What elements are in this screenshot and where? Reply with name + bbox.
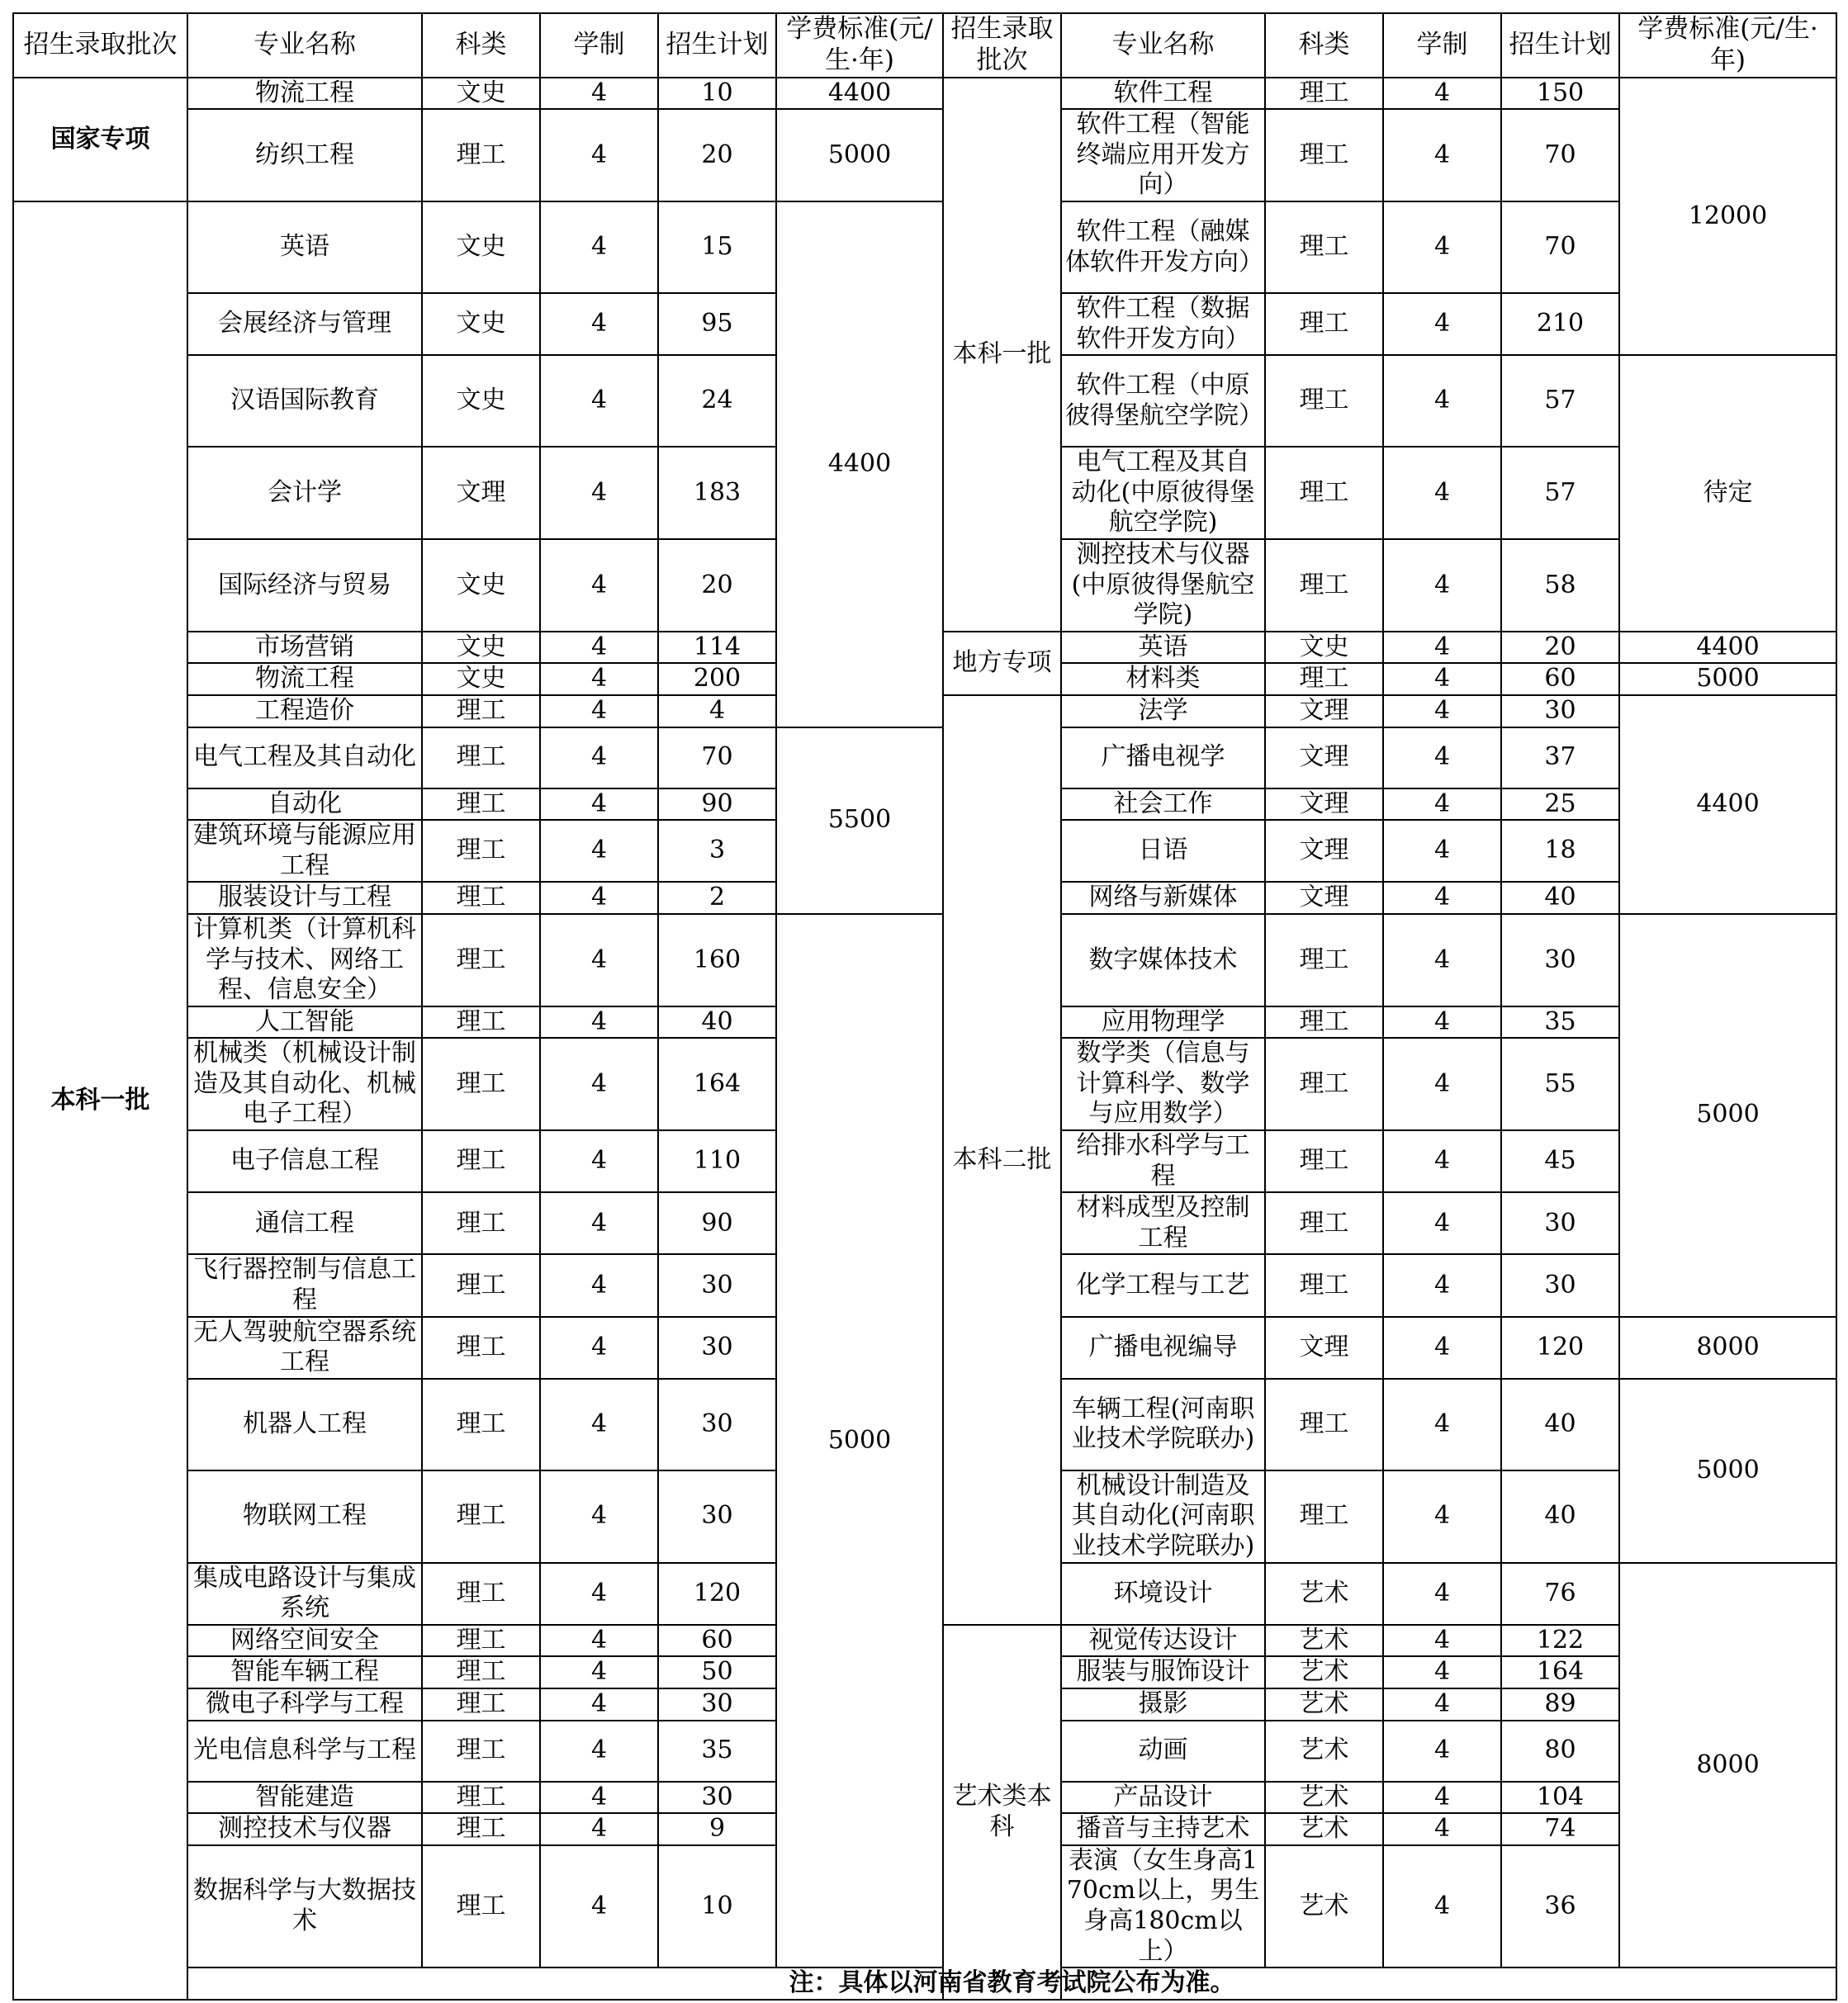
years-cell: 4 [540,632,658,664]
category-cell: 理工 [1265,1379,1383,1470]
years-cell: 4 [540,1130,658,1192]
plan-count-cell: 60 [1501,663,1619,695]
category-cell: 理工 [422,1813,540,1845]
category-cell: 文史 [422,201,540,293]
years-cell: 4 [1383,1379,1501,1470]
major-name-cell: 软件工程（融媒体软件开发方向） [1061,201,1265,293]
category-cell: 理工 [1265,78,1383,110]
plan-count-cell: 183 [658,447,776,539]
category-cell: 文理 [1265,1317,1383,1379]
major-name-cell: 通信工程 [187,1192,422,1254]
years-cell: 4 [540,293,658,355]
note-row [13,1967,1836,2000]
plan-count-cell: 30 [658,1254,776,1316]
category-cell: 理工 [1265,1130,1383,1192]
years-cell: 4 [540,1688,658,1721]
plan-count-cell: 89 [1501,1688,1619,1721]
major-name-cell: 播音与主持艺术 [1061,1813,1265,1845]
years-cell: 4 [540,201,658,293]
plan-count-cell: 57 [1501,355,1619,447]
category-cell: 理工 [422,1379,540,1470]
years-cell: 4 [1383,727,1501,788]
batch-cell: 地方专项 [943,632,1061,695]
plan-count-cell: 3 [658,820,776,882]
major-name-cell: 会展经济与管理 [187,293,422,355]
category-cell: 理工 [422,914,540,1006]
years-cell: 4 [540,1845,658,1967]
major-name-cell: 测控技术与仪器(中原彼得堡航空学院) [1061,539,1265,632]
plan-count-cell: 20 [1501,632,1619,664]
years-cell: 4 [1383,788,1501,821]
plan-count-cell: 30 [658,1379,776,1470]
major-name-cell: 建筑环境与能源应用工程 [187,820,422,882]
plan-count-cell: 210 [1501,293,1619,355]
category-cell: 理工 [422,1130,540,1192]
plan-count-cell: 60 [658,1625,776,1657]
category-cell: 文理 [1265,727,1383,788]
major-name-cell: 计算机类（计算机科学与技术、网络工程、信息安全） [187,914,422,1006]
years-cell: 4 [1383,201,1501,293]
years-cell: 4 [540,78,658,110]
category-cell: 理工 [1265,447,1383,539]
plan-count-cell: 90 [658,1192,776,1254]
plan-count-cell: 70 [1501,109,1619,201]
category-cell: 文史 [422,632,540,664]
batch-cell: 国家专项 [13,78,187,201]
plan-count-cell: 40 [1501,1470,1619,1563]
category-cell: 艺术 [1265,1721,1383,1782]
years-cell: 4 [540,1721,658,1782]
batch-cell: 本科二批 [943,695,1061,1625]
years-cell: 4 [540,788,658,821]
tuition-fee-cell: 4400 [1619,695,1836,914]
plan-count-cell: 95 [658,293,776,355]
tuition-fee-cell: 8000 [1619,1317,1836,1379]
plan-count-cell: 18 [1501,820,1619,882]
years-cell: 4 [540,355,658,447]
years-cell: 4 [1383,1656,1501,1688]
tuition-fee-cell: 4400 [776,78,943,110]
years-cell: 4 [1383,1317,1501,1379]
major-name-cell: 英语 [187,201,422,293]
plan-count-cell: 90 [658,788,776,821]
plan-count-cell: 80 [1501,1721,1619,1782]
years-cell: 4 [540,1038,658,1130]
years-cell: 4 [540,1782,658,1814]
years-cell: 4 [1383,1470,1501,1563]
major-name-cell: 智能建造 [187,1782,422,1814]
category-cell: 艺术 [1265,1813,1383,1845]
years-cell: 4 [540,447,658,539]
plan-count-cell: 30 [1501,695,1619,727]
category-cell: 理工 [1265,1254,1383,1316]
major-name-cell: 服装与服饰设计 [1061,1656,1265,1688]
years-cell: 4 [540,820,658,882]
major-name-cell: 会计学 [187,447,422,539]
major-name-cell: 数据科学与大数据技术 [187,1845,422,1967]
header-batch-right: 招生录取批次 [943,13,1061,78]
major-name-cell: 服装设计与工程 [187,882,422,914]
plan-count-cell: 114 [658,632,776,664]
major-name-cell: 无人驾驶航空器系统工程 [187,1317,422,1379]
category-cell: 艺术 [1265,1625,1383,1657]
plan-count-cell: 50 [658,1656,776,1688]
plan-count-cell: 164 [658,1038,776,1130]
category-cell: 理工 [1265,1192,1383,1254]
table-body [13,13,1836,2000]
plan-count-cell: 40 [1501,1379,1619,1470]
major-name-cell: 产品设计 [1061,1782,1265,1814]
years-cell: 4 [540,1317,658,1379]
years-cell: 4 [1383,1625,1501,1657]
years-cell: 4 [1383,1038,1501,1130]
category-cell: 理工 [1265,1470,1383,1563]
major-name-cell: 物流工程 [187,78,422,110]
table-row [13,78,1836,110]
batch-cell: 本科一批 [13,201,187,2000]
major-name-cell: 电气工程及其自动化(中原彼得堡航空学院) [1061,447,1265,539]
years-cell: 4 [540,1656,658,1688]
major-name-cell: 网络与新媒体 [1061,882,1265,914]
plan-count-cell: 200 [658,663,776,695]
plan-count-cell: 74 [1501,1813,1619,1845]
years-cell: 4 [1383,1845,1501,1967]
header-category-left: 科类 [422,13,540,78]
major-name-cell: 应用物理学 [1061,1006,1265,1039]
plan-count-cell: 122 [1501,1625,1619,1657]
years-cell: 4 [1383,695,1501,727]
major-name-cell: 网络空间安全 [187,1625,422,1657]
years-cell: 4 [1383,1006,1501,1039]
plan-count-cell: 35 [1501,1006,1619,1039]
years-cell: 4 [1383,663,1501,695]
plan-count-cell: 70 [1501,201,1619,293]
plan-count-cell: 9 [658,1813,776,1845]
major-name-cell: 数字媒体技术 [1061,914,1265,1006]
years-cell: 4 [540,727,658,788]
major-name-cell: 软件工程（数据软件开发方向） [1061,293,1265,355]
header-years-left: 学制 [540,13,658,78]
category-cell: 理工 [1265,1006,1383,1039]
plan-count-cell: 15 [658,201,776,293]
header-fee-right: 学费标准(元/生·年) [1619,13,1836,78]
tuition-fee-cell: 5000 [1619,663,1836,695]
plan-count-cell: 30 [1501,1254,1619,1316]
major-name-cell: 广播电视编导 [1061,1317,1265,1379]
category-cell: 理工 [1265,914,1383,1006]
category-cell: 理工 [1265,293,1383,355]
plan-count-cell: 30 [1501,914,1619,1006]
category-cell: 理工 [422,1470,540,1563]
major-name-cell: 软件工程（智能终端应用开发方向） [1061,109,1265,201]
category-cell: 理工 [422,1317,540,1379]
years-cell: 4 [540,1470,658,1563]
years-cell: 4 [540,1379,658,1470]
category-cell: 理工 [422,820,540,882]
category-cell: 文史 [422,355,540,447]
category-cell: 理工 [422,1782,540,1814]
plan-count-cell: 35 [658,1721,776,1782]
major-name-cell: 表演（女生身高170cm以上，男生身高180cm以上） [1061,1845,1265,1967]
plan-count-cell: 30 [1501,1192,1619,1254]
plan-count-cell: 20 [658,109,776,201]
major-name-cell: 广播电视学 [1061,727,1265,788]
years-cell: 4 [1383,293,1501,355]
category-cell: 理工 [422,695,540,727]
category-cell: 文史 [422,663,540,695]
header-major-left: 专业名称 [187,13,422,78]
header-fee-left: 学费标准(元/生·年) [776,13,943,78]
major-name-cell: 飞行器控制与信息工程 [187,1254,422,1316]
plan-count-cell: 45 [1501,1130,1619,1192]
major-name-cell: 纺织工程 [187,109,422,201]
tuition-fee-cell: 4400 [1619,632,1836,664]
category-cell: 艺术 [1265,1845,1383,1967]
years-cell: 4 [1383,447,1501,539]
category-cell: 理工 [422,1721,540,1782]
major-name-cell: 电子信息工程 [187,1130,422,1192]
major-name-cell: 给排水科学与工程 [1061,1130,1265,1192]
major-name-cell: 市场营销 [187,632,422,664]
plan-count-cell: 10 [658,1845,776,1967]
major-name-cell: 英语 [1061,632,1265,664]
major-name-cell: 光电信息科学与工程 [187,1721,422,1782]
category-cell: 文史 [422,78,540,110]
years-cell: 4 [1383,539,1501,632]
major-name-cell: 测控技术与仪器 [187,1813,422,1845]
tuition-fee-cell: 5000 [1619,1379,1836,1563]
major-name-cell: 电气工程及其自动化 [187,727,422,788]
years-cell: 4 [540,1192,658,1254]
years-cell: 4 [540,1006,658,1039]
major-name-cell: 动画 [1061,1721,1265,1782]
plan-count-cell: 36 [1501,1845,1619,1967]
major-name-cell: 物流工程 [187,663,422,695]
table-row [13,201,1836,293]
category-cell: 文理 [422,447,540,539]
years-cell: 4 [1383,1192,1501,1254]
years-cell: 4 [1383,820,1501,882]
category-cell: 理工 [1265,355,1383,447]
major-name-cell: 日语 [1061,820,1265,882]
enrollment-table [12,12,1837,2001]
category-cell: 理工 [1265,663,1383,695]
years-cell: 4 [1383,1688,1501,1721]
header-years-right: 学制 [1383,13,1501,78]
years-cell: 4 [1383,914,1501,1006]
category-cell: 理工 [422,1656,540,1688]
major-name-cell: 材料类 [1061,663,1265,695]
category-cell: 文史 [1265,632,1383,664]
major-name-cell: 国际经济与贸易 [187,539,422,632]
major-name-cell: 工程造价 [187,695,422,727]
plan-count-cell: 57 [1501,447,1619,539]
major-name-cell: 机械类（机械设计制造及其自动化、机械电子工程） [187,1038,422,1130]
plan-count-cell: 58 [1501,539,1619,632]
years-cell: 4 [540,1254,658,1316]
header-plan-right: 招生计划 [1501,13,1619,78]
years-cell: 4 [540,109,658,201]
major-name-cell: 摄影 [1061,1688,1265,1721]
years-cell: 4 [1383,1782,1501,1814]
tuition-fee-cell: 12000 [1619,78,1836,356]
plan-count-cell: 150 [1501,78,1619,110]
category-cell: 理工 [1265,1038,1383,1130]
header-category-right: 科类 [1265,13,1383,78]
table-row [13,109,1836,201]
major-name-cell: 法学 [1061,695,1265,727]
years-cell: 4 [540,914,658,1006]
plan-count-cell: 25 [1501,788,1619,821]
category-cell: 理工 [422,1254,540,1316]
header-row [13,13,1836,78]
years-cell: 4 [1383,109,1501,201]
header-major-right: 专业名称 [1061,13,1265,78]
category-cell: 艺术 [1265,1563,1383,1625]
years-cell: 4 [1383,1130,1501,1192]
plan-count-cell: 24 [658,355,776,447]
category-cell: 理工 [422,788,540,821]
plan-count-cell: 30 [658,1317,776,1379]
plan-count-cell: 30 [658,1688,776,1721]
major-name-cell: 机器人工程 [187,1379,422,1470]
major-name-cell: 软件工程 [1061,78,1265,110]
table-row [13,727,1836,788]
category-cell: 理工 [1265,109,1383,201]
plan-count-cell: 30 [658,1782,776,1814]
plan-count-cell: 2 [658,882,776,914]
years-cell: 4 [540,539,658,632]
years-cell: 4 [540,882,658,914]
major-name-cell: 物联网工程 [187,1470,422,1563]
years-cell: 4 [540,1563,658,1625]
major-name-cell: 社会工作 [1061,788,1265,821]
major-name-cell: 微电子科学与工程 [187,1688,422,1721]
major-name-cell: 材料成型及控制工程 [1061,1192,1265,1254]
major-name-cell: 软件工程（中原彼得堡航空学院） [1061,355,1265,447]
category-cell: 理工 [422,1625,540,1657]
years-cell: 4 [1383,1813,1501,1845]
plan-count-cell: 37 [1501,727,1619,788]
plan-count-cell: 4 [658,695,776,727]
header-plan-left: 招生计划 [658,13,776,78]
category-cell: 文理 [1265,788,1383,821]
category-cell: 理工 [422,1006,540,1039]
category-cell: 理工 [422,1563,540,1625]
category-cell: 理工 [1265,539,1383,632]
major-name-cell: 环境设计 [1061,1563,1265,1625]
plan-count-cell: 120 [1501,1317,1619,1379]
plan-count-cell: 20 [658,539,776,632]
plan-count-cell: 164 [1501,1656,1619,1688]
years-cell: 4 [1383,1721,1501,1782]
plan-count-cell: 10 [658,78,776,110]
major-name-cell: 自动化 [187,788,422,821]
major-name-cell: 数学类（信息与计算科学、数学与应用数学） [1061,1038,1265,1130]
category-cell: 文理 [1265,882,1383,914]
major-name-cell: 机械设计制造及其自动化(河南职业技术学院联办) [1061,1470,1265,1563]
years-cell: 4 [1383,78,1501,110]
tuition-fee-cell: 4400 [776,201,943,727]
batch-cell: 本科一批 [943,78,1061,632]
plan-count-cell: 104 [1501,1782,1619,1814]
years-cell: 4 [540,1813,658,1845]
category-cell: 理工 [422,109,540,201]
plan-count-cell: 30 [658,1470,776,1563]
category-cell: 文理 [1265,695,1383,727]
years-cell: 4 [1383,882,1501,914]
tuition-fee-cell: 待定 [1619,355,1836,632]
category-cell: 理工 [422,1688,540,1721]
major-name-cell: 集成电路设计与集成系统 [187,1563,422,1625]
batch-cell: 艺术类本科 [943,1625,1061,2000]
major-name-cell: 智能车辆工程 [187,1656,422,1688]
major-name-cell: 化学工程与工艺 [1061,1254,1265,1316]
category-cell: 文史 [422,293,540,355]
major-name-cell: 人工智能 [187,1006,422,1039]
tuition-fee-cell: 5500 [776,727,943,914]
major-name-cell: 汉语国际教育 [187,355,422,447]
footnote: 注：具体以河南省教育考试院公布为准。 [187,1967,1836,2000]
years-cell: 4 [1383,1563,1501,1625]
plan-count-cell: 160 [658,914,776,1006]
years-cell: 4 [540,1625,658,1657]
category-cell: 文史 [422,539,540,632]
tuition-fee-cell: 5000 [776,914,943,1967]
years-cell: 4 [1383,1254,1501,1316]
table-row [13,914,1836,1006]
plan-count-cell: 110 [658,1130,776,1192]
major-name-cell: 视觉传达设计 [1061,1625,1265,1657]
years-cell: 4 [540,695,658,727]
plan-count-cell: 120 [658,1563,776,1625]
years-cell: 4 [1383,632,1501,664]
category-cell: 理工 [1265,201,1383,293]
tuition-fee-cell: 5000 [1619,914,1836,1317]
category-cell: 理工 [422,1038,540,1130]
plan-count-cell: 76 [1501,1563,1619,1625]
category-cell: 艺术 [1265,1782,1383,1814]
category-cell: 理工 [422,1192,540,1254]
category-cell: 理工 [422,727,540,788]
plan-count-cell: 70 [658,727,776,788]
tuition-fee-cell: 8000 [1619,1563,1836,1968]
category-cell: 艺术 [1265,1656,1383,1688]
plan-count-cell: 55 [1501,1038,1619,1130]
tuition-fee-cell: 5000 [776,109,943,201]
header-batch-left: 招生录取批次 [13,13,187,78]
category-cell: 理工 [422,1845,540,1967]
plan-count-cell: 40 [1501,882,1619,914]
years-cell: 4 [540,663,658,695]
years-cell: 4 [1383,355,1501,447]
plan-count-cell: 40 [658,1006,776,1039]
category-cell: 理工 [422,882,540,914]
major-name-cell: 车辆工程(河南职业技术学院联办) [1061,1379,1265,1470]
category-cell: 艺术 [1265,1688,1383,1721]
category-cell: 文理 [1265,820,1383,882]
